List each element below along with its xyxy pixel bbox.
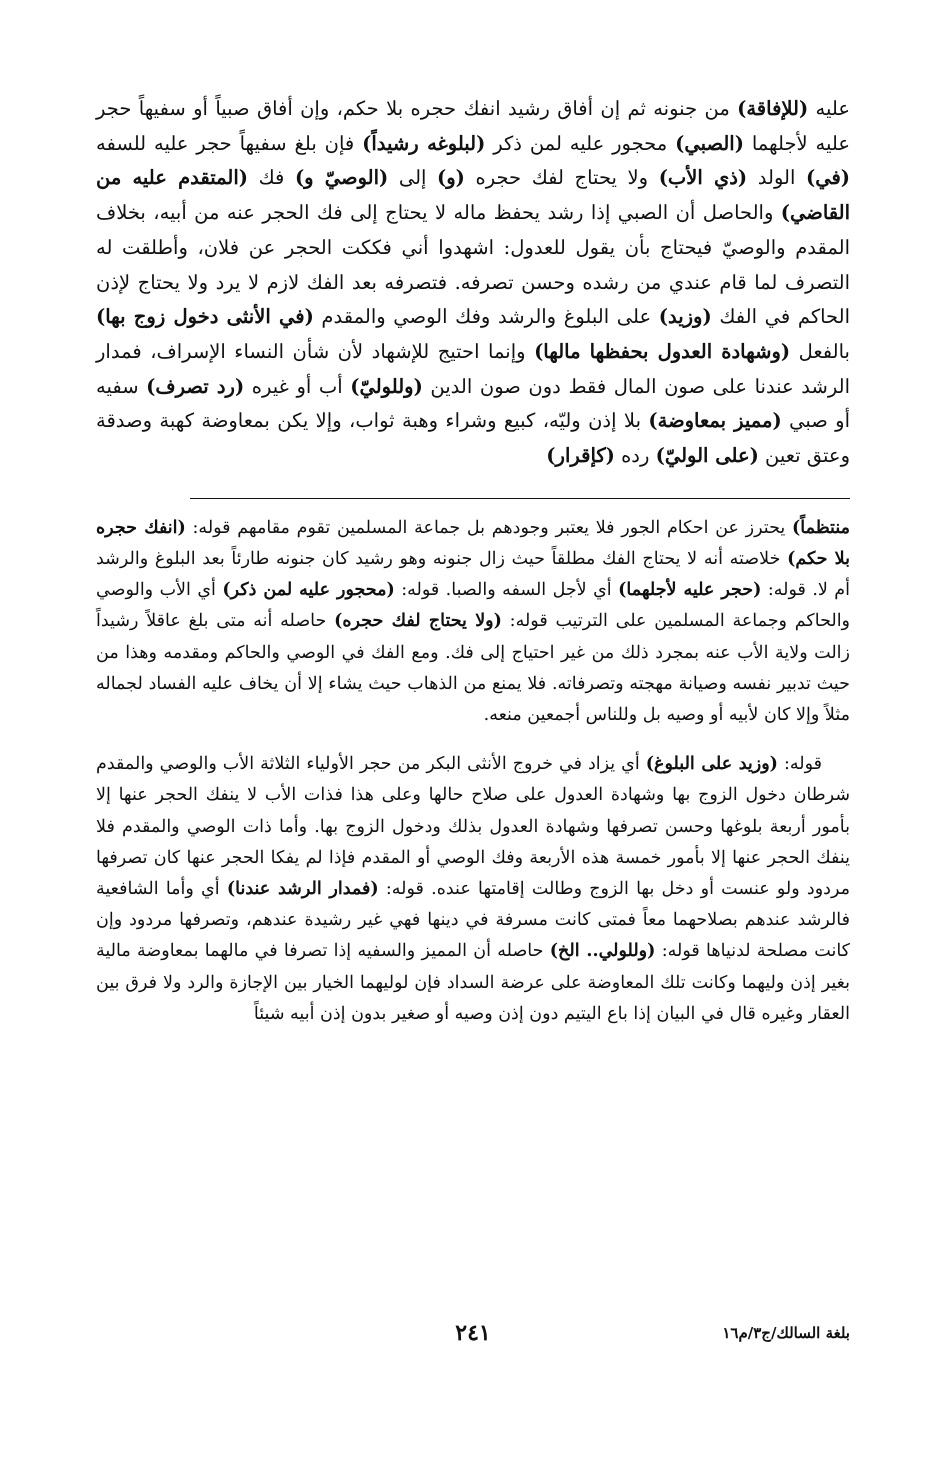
footnote-paragraph [96, 513, 850, 731]
bold-term: (وزيد على البلوغ) [645, 754, 778, 775]
bold-term: (وللولي.. الخ) [549, 941, 656, 962]
text-run: حاصله أنه متى بلغ عاقلاً رشيداً زالت ولاية الأب عنه بمجرد ذلك من غير احتياج إلى فك. ومع الفك في الوصي والحاكم ومقدمه وهذا من حيث تدبير نفسه وصيانة مهجته وتصرفاته. فلا يمنع من الذهاب حيث يشاء إلا أن يخاف عليه الفساد لجماله مثلاً وإلا كان لأبيه أو وصيه بل وللناس أجمعين منعه. [96, 611, 851, 725]
page-number: ٢٤١ [455, 1320, 491, 1346]
bold-term: (وشهادة العدول بحفظها مالها) [534, 339, 791, 363]
text-run: أي الأب والوصي والحاكم وجماعة المسلمين على الترتيب قوله: [96, 580, 851, 632]
text-run: أي يزاد في خروج الأنثى البكر من حجر الأولياء الثلاثة الأب والوصي والمقدم شرطان دخول الزوج بها وشهادة العدول على صلاح حالها وعلى هذا فذات الأب لا ينفك الحجر عنها إلا بأمور أربعة بلوغها وحسن تصرفها وشهادة العدول بذلك ودخول الزوج بها. وأما ذات الوصي والمقدم فلا ينفك الحجر عنها إلا بأمور خمسة هذه الأربعة وفك الوصي أو المقدم فإذا لم يفكا الحجر عنها كان تصرفها مردود ولو عنست أو دخل بها الزوج وطالت إقامتها عنده. قوله: [96, 754, 850, 899]
text-run: الولد [747, 166, 806, 190]
bold-term: (ولا يحتاج لفك حجره) [334, 611, 502, 632]
bold-term: (الصبي) [675, 131, 744, 155]
text-run: رده [614, 444, 656, 468]
bold-term: (حجر عليه لأجلهما) [618, 580, 762, 601]
text-run: فإن بلغ سفيهاً حجر عليه للسفه [96, 131, 363, 155]
bold-term: (لبلوغه رشيداً) [362, 131, 486, 155]
text-run: سفيه أو صبي [96, 374, 850, 433]
text-run: حاصله أن المميز والسفيه إذا تصرفا في مالهما بمعاوضة مالية بغير إذن وليهما وكانت تلك المعاوضة على عرضة السداد فإن لوليهما الخيار بين الإجازة والرد ولا فرق بين العقار وغيره قال في البيان إذا باع اليتيم دون إذن وصيه أو صغير بدون إذن أبيه شيئاً [96, 941, 850, 1024]
bold-term: منتظماً) [791, 517, 850, 538]
text-run: خلاصته أنه لا يحتاج الفك مطلقاً حيث زال جنونه وهو رشيد كان جنونه طارئاً بعد البلوغ والرشد أم لا. قوله: [96, 548, 851, 601]
text-run: أب أو غيره [244, 374, 351, 398]
text-run: بلا إذن وليّه، كبيع وشراء وهبة ثواب، وإلا يكن بمعاوضة كهبة وصدقة وعتق تعين [96, 409, 850, 468]
bold-term: (في) [805, 166, 850, 190]
text-run: بالفعل [790, 339, 850, 363]
footnotes [96, 513, 850, 1030]
text-run: على البلوغ والرشد وفك الوصي والمقدم [313, 305, 659, 329]
bold-term: (محجور عليه لمن ذكر) [222, 580, 395, 601]
bold-term: (ذي الأب) [658, 166, 748, 190]
text-run: والحاصل أن الصبي إذا رشد يحفظ ماله لا يحتاج إلى فك الحجر عنه من أبيه، بخلاف المقدم والوصيّ فيحتاج بأن يقول للعدول: اشهدوا أني فككت الحجر عن فلان، وأطلقت له التصرف لما قام عندي من رشده وحسن تصرفه. فتصرفه بعد الفك لازم لا يرد ولا يحتاج لإذن الحاكم في الفك [96, 201, 850, 329]
main-text [96, 92, 850, 474]
footnote-separator [190, 498, 850, 499]
text-run: أي لأجل السفه والصبا. قوله: [394, 580, 619, 601]
book-signature: بلغة السالك/ج٣/م١٦ [722, 1324, 850, 1342]
bold-term: (مميز بمعاوضة) [648, 409, 782, 433]
bold-term: (فمدار الرشد عندنا) [226, 878, 379, 899]
text-run: ولا يحتاج لفك حجره [464, 166, 659, 190]
bold-term: (و) [437, 166, 465, 190]
bold-term: (المتقدم عليه من القاضي) [96, 166, 850, 225]
text-run: يحترز عن احكام الجور فلا يعتبر وجودهم بل جماعة المسلمين تقوم مقامهم قوله: [185, 517, 792, 538]
page-body [96, 92, 850, 1030]
text-run: من جنونه ثم إن أفاق رشيد انفك حجره بلا حكم، وإن أفاق صبياً أو سفيهاً حجر عليه لأجلهما [96, 97, 850, 155]
bold-term: (كإقرار) [546, 444, 615, 468]
page-footer [96, 1320, 850, 1350]
text-run: قوله: [777, 754, 822, 775]
text-run: محجور عليه لمن ذكر [485, 131, 676, 155]
bold-term: (الوصيّ و) [294, 166, 389, 190]
bold-term: (للإفاقة) [737, 97, 809, 120]
bold-term: (انفك حجره بلا حكم) [96, 517, 850, 569]
bold-term: (في الأنثى دخول زوج بها) [96, 305, 314, 329]
footnote-paragraph [96, 749, 850, 1030]
bold-term: (رد تصرف) [146, 374, 245, 398]
bold-term: (وللوليّ) [350, 374, 423, 398]
text-run: إلى [388, 166, 438, 190]
bold-term: (على الوليّ) [655, 444, 759, 468]
text-run: فك [248, 166, 295, 190]
text-run: أي وأما الشافعية فالرشد عندهم بصلاحهما معاً فمتى كانت مسرفة في دينها فهي غير رشيدة عندهم، وتصرفها مردود وإن كانت مصلحة لدنياها قوله: [96, 878, 850, 962]
bold-term: (وزيد) [658, 305, 712, 329]
text-run: عليه [808, 97, 850, 120]
text-run: وإنما احتيج للإشهاد لأن شأن النساء الإسراف، فمدار الرشد عندنا على صون المال فقط دون صون الدين [96, 339, 850, 398]
